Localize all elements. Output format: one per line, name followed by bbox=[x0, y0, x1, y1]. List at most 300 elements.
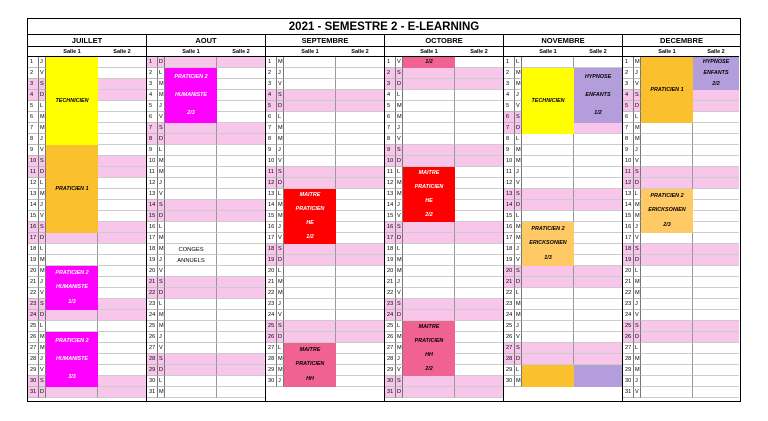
salle-1-cell[interactable] bbox=[403, 68, 455, 79]
salle-1-cell[interactable] bbox=[522, 211, 574, 222]
session-block[interactable] bbox=[522, 68, 574, 134]
salle-1-cell[interactable] bbox=[165, 222, 217, 233]
salle-2-cell[interactable] bbox=[98, 277, 146, 288]
salle-2-cell[interactable] bbox=[98, 211, 146, 222]
salle-2-cell[interactable] bbox=[336, 156, 384, 167]
session-block[interactable] bbox=[522, 222, 574, 266]
salle-2-cell[interactable] bbox=[217, 90, 265, 101]
salle-2-cell[interactable] bbox=[693, 244, 739, 255]
salle-1-cell[interactable] bbox=[403, 277, 455, 288]
salle-1-cell[interactable] bbox=[284, 178, 336, 189]
salle-1-cell[interactable] bbox=[522, 288, 574, 299]
salle-2-cell[interactable] bbox=[217, 134, 265, 145]
salle-2-cell[interactable] bbox=[693, 365, 739, 376]
salle-1-cell[interactable] bbox=[403, 145, 455, 156]
salle-1-cell[interactable] bbox=[522, 189, 574, 200]
salle-2-cell[interactable] bbox=[336, 189, 384, 200]
salle-2-cell[interactable] bbox=[336, 310, 384, 321]
salle-2-cell[interactable] bbox=[693, 134, 739, 145]
salle-1-cell[interactable] bbox=[165, 288, 217, 299]
salle-1-cell[interactable] bbox=[641, 277, 693, 288]
salle-1-cell[interactable] bbox=[522, 167, 574, 178]
salle-2-cell[interactable] bbox=[336, 178, 384, 189]
salle-1-cell[interactable] bbox=[284, 310, 336, 321]
salle-1-cell[interactable] bbox=[46, 255, 98, 266]
salle-2-cell[interactable] bbox=[693, 233, 739, 244]
salle-1-cell[interactable] bbox=[522, 332, 574, 343]
salle-1-cell[interactable] bbox=[284, 167, 336, 178]
salle-2-cell[interactable] bbox=[574, 277, 622, 288]
salle-2-cell[interactable] bbox=[336, 101, 384, 112]
salle-2-cell[interactable] bbox=[217, 156, 265, 167]
salle-2-cell[interactable] bbox=[98, 123, 146, 134]
salle-2-cell[interactable] bbox=[217, 255, 265, 266]
salle-1-cell[interactable] bbox=[403, 101, 455, 112]
salle-2-cell[interactable] bbox=[574, 332, 622, 343]
salle-1-cell[interactable] bbox=[403, 288, 455, 299]
salle-2-cell[interactable] bbox=[693, 156, 739, 167]
salle-1-cell[interactable] bbox=[641, 156, 693, 167]
salle-1-cell[interactable] bbox=[165, 167, 217, 178]
salle-1-cell[interactable] bbox=[522, 343, 574, 354]
salle-2-cell[interactable] bbox=[336, 112, 384, 123]
salle-1-cell[interactable] bbox=[641, 299, 693, 310]
salle-2-cell[interactable] bbox=[217, 68, 265, 79]
salle-2-cell[interactable] bbox=[217, 79, 265, 90]
salle-2-cell[interactable] bbox=[455, 376, 503, 387]
salle-2-cell[interactable] bbox=[336, 145, 384, 156]
salle-2-cell[interactable] bbox=[693, 145, 739, 156]
salle-2-cell[interactable] bbox=[574, 299, 622, 310]
salle-1-cell[interactable] bbox=[403, 222, 455, 233]
salle-2-cell[interactable] bbox=[693, 299, 739, 310]
salle-1-cell[interactable] bbox=[403, 376, 455, 387]
salle-1-cell[interactable] bbox=[522, 178, 574, 189]
salle-1-cell[interactable] bbox=[403, 255, 455, 266]
salle-1-cell[interactable] bbox=[165, 200, 217, 211]
salle-2-cell[interactable] bbox=[336, 299, 384, 310]
salle-1-cell[interactable] bbox=[284, 332, 336, 343]
salle-2-cell[interactable] bbox=[98, 299, 146, 310]
salle-2-cell[interactable] bbox=[217, 343, 265, 354]
salle-1-cell[interactable] bbox=[165, 233, 217, 244]
salle-1-cell[interactable] bbox=[284, 112, 336, 123]
salle-1-cell[interactable] bbox=[165, 123, 217, 134]
salle-1-cell[interactable] bbox=[284, 299, 336, 310]
salle-2-cell[interactable] bbox=[98, 178, 146, 189]
salle-1-cell[interactable] bbox=[165, 310, 217, 321]
salle-1-cell[interactable] bbox=[165, 178, 217, 189]
salle-1-cell[interactable] bbox=[641, 354, 693, 365]
salle-1-cell[interactable] bbox=[403, 299, 455, 310]
salle-1-cell[interactable] bbox=[641, 266, 693, 277]
salle-2-cell[interactable] bbox=[217, 376, 265, 387]
salle-2-cell[interactable] bbox=[98, 376, 146, 387]
salle-2-cell[interactable] bbox=[693, 178, 739, 189]
salle-2-cell[interactable] bbox=[98, 68, 146, 79]
salle-2-cell[interactable] bbox=[693, 211, 739, 222]
salle-1-cell[interactable] bbox=[403, 112, 455, 123]
salle-1-cell[interactable] bbox=[165, 266, 217, 277]
salle-1-cell[interactable] bbox=[284, 156, 336, 167]
salle-2-cell[interactable] bbox=[693, 112, 739, 123]
session-block[interactable] bbox=[284, 189, 336, 244]
session-block[interactable] bbox=[165, 68, 217, 123]
salle-2-cell[interactable] bbox=[98, 233, 146, 244]
salle-2-cell[interactable] bbox=[455, 68, 503, 79]
salle-2-cell[interactable] bbox=[455, 79, 503, 90]
salle-2-cell[interactable] bbox=[217, 211, 265, 222]
salle-2-cell[interactable] bbox=[217, 178, 265, 189]
salle-1-cell[interactable] bbox=[641, 167, 693, 178]
salle-2-cell[interactable] bbox=[693, 255, 739, 266]
salle-1-cell[interactable] bbox=[641, 387, 693, 398]
salle-2-cell[interactable] bbox=[336, 167, 384, 178]
salle-2-cell[interactable] bbox=[217, 365, 265, 376]
salle-2-cell[interactable] bbox=[693, 354, 739, 365]
session-block[interactable] bbox=[574, 365, 622, 387]
salle-2-cell[interactable] bbox=[336, 233, 384, 244]
salle-2-cell[interactable] bbox=[455, 167, 503, 178]
salle-2-cell[interactable] bbox=[98, 332, 146, 343]
salle-1-cell[interactable] bbox=[641, 244, 693, 255]
salle-2-cell[interactable] bbox=[336, 354, 384, 365]
salle-2-cell[interactable] bbox=[455, 222, 503, 233]
salle-2-cell[interactable] bbox=[336, 90, 384, 101]
salle-1-cell[interactable] bbox=[46, 233, 98, 244]
salle-2-cell[interactable] bbox=[574, 244, 622, 255]
session-block[interactable] bbox=[403, 167, 455, 222]
salle-1-cell[interactable] bbox=[284, 134, 336, 145]
salle-2-cell[interactable] bbox=[98, 310, 146, 321]
salle-2-cell[interactable] bbox=[98, 90, 146, 101]
salle-2-cell[interactable] bbox=[455, 387, 503, 398]
salle-2-cell[interactable] bbox=[574, 134, 622, 145]
salle-1-cell[interactable] bbox=[522, 310, 574, 321]
salle-1-cell[interactable] bbox=[284, 145, 336, 156]
salle-1-cell[interactable] bbox=[403, 156, 455, 167]
salle-1-cell[interactable] bbox=[641, 310, 693, 321]
salle-2-cell[interactable] bbox=[455, 123, 503, 134]
salle-2-cell[interactable] bbox=[574, 57, 622, 68]
salle-1-cell[interactable] bbox=[284, 277, 336, 288]
salle-2-cell[interactable] bbox=[336, 376, 384, 387]
salle-2-cell[interactable] bbox=[455, 343, 503, 354]
salle-2-cell[interactable] bbox=[574, 343, 622, 354]
salle-1-cell[interactable] bbox=[641, 255, 693, 266]
salle-2-cell[interactable] bbox=[574, 200, 622, 211]
salle-2-cell[interactable] bbox=[98, 101, 146, 112]
salle-2-cell[interactable] bbox=[455, 189, 503, 200]
salle-2-cell[interactable] bbox=[455, 90, 503, 101]
salle-2-cell[interactable] bbox=[217, 57, 265, 68]
salle-2-cell[interactable] bbox=[574, 310, 622, 321]
salle-2-cell[interactable] bbox=[455, 101, 503, 112]
salle-2-cell[interactable] bbox=[336, 288, 384, 299]
salle-2-cell[interactable] bbox=[217, 123, 265, 134]
salle-2-cell[interactable] bbox=[217, 145, 265, 156]
salle-2-cell[interactable] bbox=[574, 156, 622, 167]
salle-2-cell[interactable] bbox=[693, 200, 739, 211]
salle-2-cell[interactable] bbox=[574, 255, 622, 266]
salle-2-cell[interactable] bbox=[693, 90, 739, 101]
session-block[interactable] bbox=[522, 365, 574, 387]
salle-1-cell[interactable] bbox=[284, 123, 336, 134]
salle-1-cell[interactable] bbox=[522, 266, 574, 277]
salle-1-cell[interactable] bbox=[403, 266, 455, 277]
salle-2-cell[interactable] bbox=[217, 332, 265, 343]
salle-1-cell[interactable] bbox=[284, 288, 336, 299]
salle-2-cell[interactable] bbox=[98, 288, 146, 299]
salle-2-cell[interactable] bbox=[336, 343, 384, 354]
salle-1-cell[interactable] bbox=[165, 299, 217, 310]
salle-2-cell[interactable] bbox=[455, 200, 503, 211]
salle-1-cell[interactable] bbox=[403, 79, 455, 90]
salle-1-cell[interactable] bbox=[522, 156, 574, 167]
salle-1-cell[interactable] bbox=[522, 321, 574, 332]
salle-2-cell[interactable] bbox=[336, 365, 384, 376]
salle-2-cell[interactable] bbox=[455, 145, 503, 156]
salle-2-cell[interactable] bbox=[693, 376, 739, 387]
salle-2-cell[interactable] bbox=[574, 178, 622, 189]
salle-1-cell[interactable] bbox=[641, 365, 693, 376]
salle-1-cell[interactable] bbox=[403, 310, 455, 321]
salle-1-cell[interactable] bbox=[284, 255, 336, 266]
salle-1-cell[interactable] bbox=[522, 200, 574, 211]
salle-2-cell[interactable] bbox=[455, 211, 503, 222]
salle-2-cell[interactable] bbox=[455, 156, 503, 167]
salle-2-cell[interactable] bbox=[455, 134, 503, 145]
salle-2-cell[interactable] bbox=[336, 244, 384, 255]
salle-2-cell[interactable] bbox=[217, 266, 265, 277]
salle-2-cell[interactable] bbox=[693, 277, 739, 288]
session-block[interactable] bbox=[403, 321, 455, 376]
salle-1-cell[interactable] bbox=[403, 244, 455, 255]
salle-2-cell[interactable] bbox=[455, 321, 503, 332]
salle-2-cell[interactable] bbox=[455, 233, 503, 244]
salle-1-cell[interactable] bbox=[641, 288, 693, 299]
session-block[interactable] bbox=[574, 68, 622, 123]
salle-2-cell[interactable] bbox=[98, 145, 146, 156]
salle-2-cell[interactable] bbox=[336, 222, 384, 233]
salle-2-cell[interactable] bbox=[217, 167, 265, 178]
session-block[interactable] bbox=[46, 145, 98, 233]
salle-2-cell[interactable] bbox=[455, 288, 503, 299]
salle-2-cell[interactable] bbox=[574, 189, 622, 200]
salle-1-cell[interactable] bbox=[403, 134, 455, 145]
salle-2-cell[interactable] bbox=[693, 343, 739, 354]
salle-2-cell[interactable] bbox=[336, 134, 384, 145]
salle-2-cell[interactable] bbox=[98, 365, 146, 376]
salle-2-cell[interactable] bbox=[455, 112, 503, 123]
salle-2-cell[interactable] bbox=[217, 101, 265, 112]
salle-1-cell[interactable] bbox=[165, 189, 217, 200]
salle-2-cell[interactable] bbox=[455, 332, 503, 343]
salle-2-cell[interactable] bbox=[693, 321, 739, 332]
salle-2-cell[interactable] bbox=[455, 310, 503, 321]
salle-2-cell[interactable] bbox=[574, 288, 622, 299]
salle-1-cell[interactable] bbox=[641, 343, 693, 354]
salle-2-cell[interactable] bbox=[693, 332, 739, 343]
salle-2-cell[interactable] bbox=[574, 321, 622, 332]
salle-1-cell[interactable] bbox=[165, 343, 217, 354]
session-block[interactable] bbox=[641, 189, 693, 233]
salle-1-cell[interactable] bbox=[403, 90, 455, 101]
salle-2-cell[interactable] bbox=[336, 255, 384, 266]
salle-2-cell[interactable] bbox=[574, 211, 622, 222]
salle-1-cell[interactable] bbox=[284, 101, 336, 112]
session-block[interactable] bbox=[403, 57, 455, 68]
salle-1-cell[interactable] bbox=[522, 145, 574, 156]
salle-2-cell[interactable] bbox=[98, 79, 146, 90]
salle-2-cell[interactable] bbox=[217, 387, 265, 398]
salle-2-cell[interactable] bbox=[455, 266, 503, 277]
salle-2-cell[interactable] bbox=[455, 299, 503, 310]
salle-1-cell[interactable] bbox=[165, 134, 217, 145]
salle-2-cell[interactable] bbox=[693, 288, 739, 299]
salle-2-cell[interactable] bbox=[574, 222, 622, 233]
salle-2-cell[interactable] bbox=[98, 266, 146, 277]
salle-2-cell[interactable] bbox=[98, 134, 146, 145]
salle-2-cell[interactable] bbox=[98, 200, 146, 211]
salle-2-cell[interactable] bbox=[217, 200, 265, 211]
salle-2-cell[interactable] bbox=[98, 244, 146, 255]
salle-2-cell[interactable] bbox=[217, 299, 265, 310]
salle-2-cell[interactable] bbox=[98, 57, 146, 68]
salle-1-cell[interactable] bbox=[165, 57, 217, 68]
salle-2-cell[interactable] bbox=[336, 266, 384, 277]
salle-1-cell[interactable] bbox=[46, 310, 98, 321]
salle-2-cell[interactable] bbox=[217, 112, 265, 123]
salle-1-cell[interactable] bbox=[165, 354, 217, 365]
salle-2-cell[interactable] bbox=[98, 321, 146, 332]
salle-2-cell[interactable] bbox=[455, 57, 503, 68]
salle-1-cell[interactable] bbox=[522, 134, 574, 145]
salle-2-cell[interactable] bbox=[693, 167, 739, 178]
salle-2-cell[interactable] bbox=[574, 233, 622, 244]
salle-2-cell[interactable] bbox=[455, 255, 503, 266]
salle-1-cell[interactable] bbox=[165, 156, 217, 167]
salle-1-cell[interactable] bbox=[522, 277, 574, 288]
salle-1-cell[interactable] bbox=[641, 376, 693, 387]
salle-2-cell[interactable] bbox=[217, 244, 265, 255]
salle-1-cell[interactable] bbox=[403, 233, 455, 244]
salle-2-cell[interactable] bbox=[336, 57, 384, 68]
salle-1-cell[interactable] bbox=[403, 123, 455, 134]
salle-1-cell[interactable] bbox=[165, 387, 217, 398]
salle-1-cell[interactable] bbox=[165, 365, 217, 376]
salle-2-cell[interactable] bbox=[455, 178, 503, 189]
salle-2-cell[interactable] bbox=[574, 167, 622, 178]
salle-1-cell[interactable] bbox=[641, 134, 693, 145]
salle-1-cell[interactable] bbox=[284, 244, 336, 255]
salle-2-cell[interactable] bbox=[336, 200, 384, 211]
salle-2-cell[interactable] bbox=[98, 112, 146, 123]
salle-2-cell[interactable] bbox=[98, 222, 146, 233]
salle-2-cell[interactable] bbox=[217, 233, 265, 244]
salle-2-cell[interactable] bbox=[336, 321, 384, 332]
salle-2-cell[interactable] bbox=[336, 68, 384, 79]
salle-2-cell[interactable] bbox=[98, 156, 146, 167]
salle-2-cell[interactable] bbox=[693, 387, 739, 398]
session-block[interactable] bbox=[641, 57, 693, 123]
salle-2-cell[interactable] bbox=[98, 189, 146, 200]
salle-2-cell[interactable] bbox=[217, 354, 265, 365]
salle-1-cell[interactable] bbox=[284, 90, 336, 101]
salle-2-cell[interactable] bbox=[455, 277, 503, 288]
salle-2-cell[interactable] bbox=[574, 354, 622, 365]
salle-1-cell[interactable] bbox=[165, 277, 217, 288]
salle-2-cell[interactable] bbox=[693, 310, 739, 321]
salle-2-cell[interactable] bbox=[217, 321, 265, 332]
salle-2-cell[interactable] bbox=[455, 365, 503, 376]
salle-1-cell[interactable] bbox=[641, 145, 693, 156]
salle-2-cell[interactable] bbox=[217, 277, 265, 288]
salle-2-cell[interactable] bbox=[455, 354, 503, 365]
session-block[interactable] bbox=[46, 266, 98, 310]
salle-1-cell[interactable] bbox=[165, 332, 217, 343]
salle-1-cell[interactable] bbox=[284, 266, 336, 277]
salle-2-cell[interactable] bbox=[336, 123, 384, 134]
salle-1-cell[interactable] bbox=[284, 321, 336, 332]
salle-1-cell[interactable] bbox=[46, 321, 98, 332]
salle-2-cell[interactable] bbox=[336, 277, 384, 288]
salle-2-cell[interactable] bbox=[336, 332, 384, 343]
salle-1-cell[interactable] bbox=[46, 244, 98, 255]
salle-2-cell[interactable] bbox=[98, 167, 146, 178]
salle-1-cell[interactable] bbox=[165, 321, 217, 332]
salle-1-cell[interactable] bbox=[522, 57, 574, 68]
salle-2-cell[interactable] bbox=[98, 343, 146, 354]
salle-2-cell[interactable] bbox=[574, 123, 622, 134]
session-block[interactable] bbox=[693, 57, 739, 90]
salle-2-cell[interactable] bbox=[455, 244, 503, 255]
salle-1-cell[interactable] bbox=[165, 145, 217, 156]
salle-2-cell[interactable] bbox=[693, 222, 739, 233]
salle-2-cell[interactable] bbox=[98, 387, 146, 398]
salle-1-cell[interactable] bbox=[284, 57, 336, 68]
salle-1-cell[interactable] bbox=[641, 321, 693, 332]
salle-2-cell[interactable] bbox=[217, 222, 265, 233]
salle-2-cell[interactable] bbox=[574, 266, 622, 277]
salle-1-cell[interactable] bbox=[641, 123, 693, 134]
salle-2-cell[interactable] bbox=[336, 211, 384, 222]
salle-1-cell[interactable] bbox=[522, 299, 574, 310]
salle-2-cell[interactable] bbox=[98, 255, 146, 266]
session-block[interactable] bbox=[284, 343, 336, 387]
salle-1-cell[interactable] bbox=[641, 332, 693, 343]
salle-1-cell[interactable] bbox=[641, 178, 693, 189]
salle-2-cell[interactable] bbox=[693, 189, 739, 200]
salle-2-cell[interactable] bbox=[217, 310, 265, 321]
salle-2-cell[interactable] bbox=[574, 145, 622, 156]
session-block[interactable] bbox=[46, 332, 98, 387]
salle-1-cell[interactable] bbox=[46, 387, 98, 398]
salle-1-cell[interactable] bbox=[522, 354, 574, 365]
salle-2-cell[interactable] bbox=[217, 189, 265, 200]
salle-1-cell[interactable] bbox=[403, 387, 455, 398]
salle-1-cell[interactable] bbox=[165, 376, 217, 387]
salle-2-cell[interactable] bbox=[693, 266, 739, 277]
salle-2-cell[interactable] bbox=[217, 288, 265, 299]
salle-1-cell[interactable] bbox=[284, 68, 336, 79]
salle-2-cell[interactable] bbox=[98, 354, 146, 365]
session-block[interactable] bbox=[46, 57, 98, 145]
salle-2-cell[interactable] bbox=[693, 101, 739, 112]
salle-1-cell[interactable] bbox=[165, 211, 217, 222]
salle-1-cell[interactable] bbox=[284, 79, 336, 90]
salle-2-cell[interactable] bbox=[336, 79, 384, 90]
